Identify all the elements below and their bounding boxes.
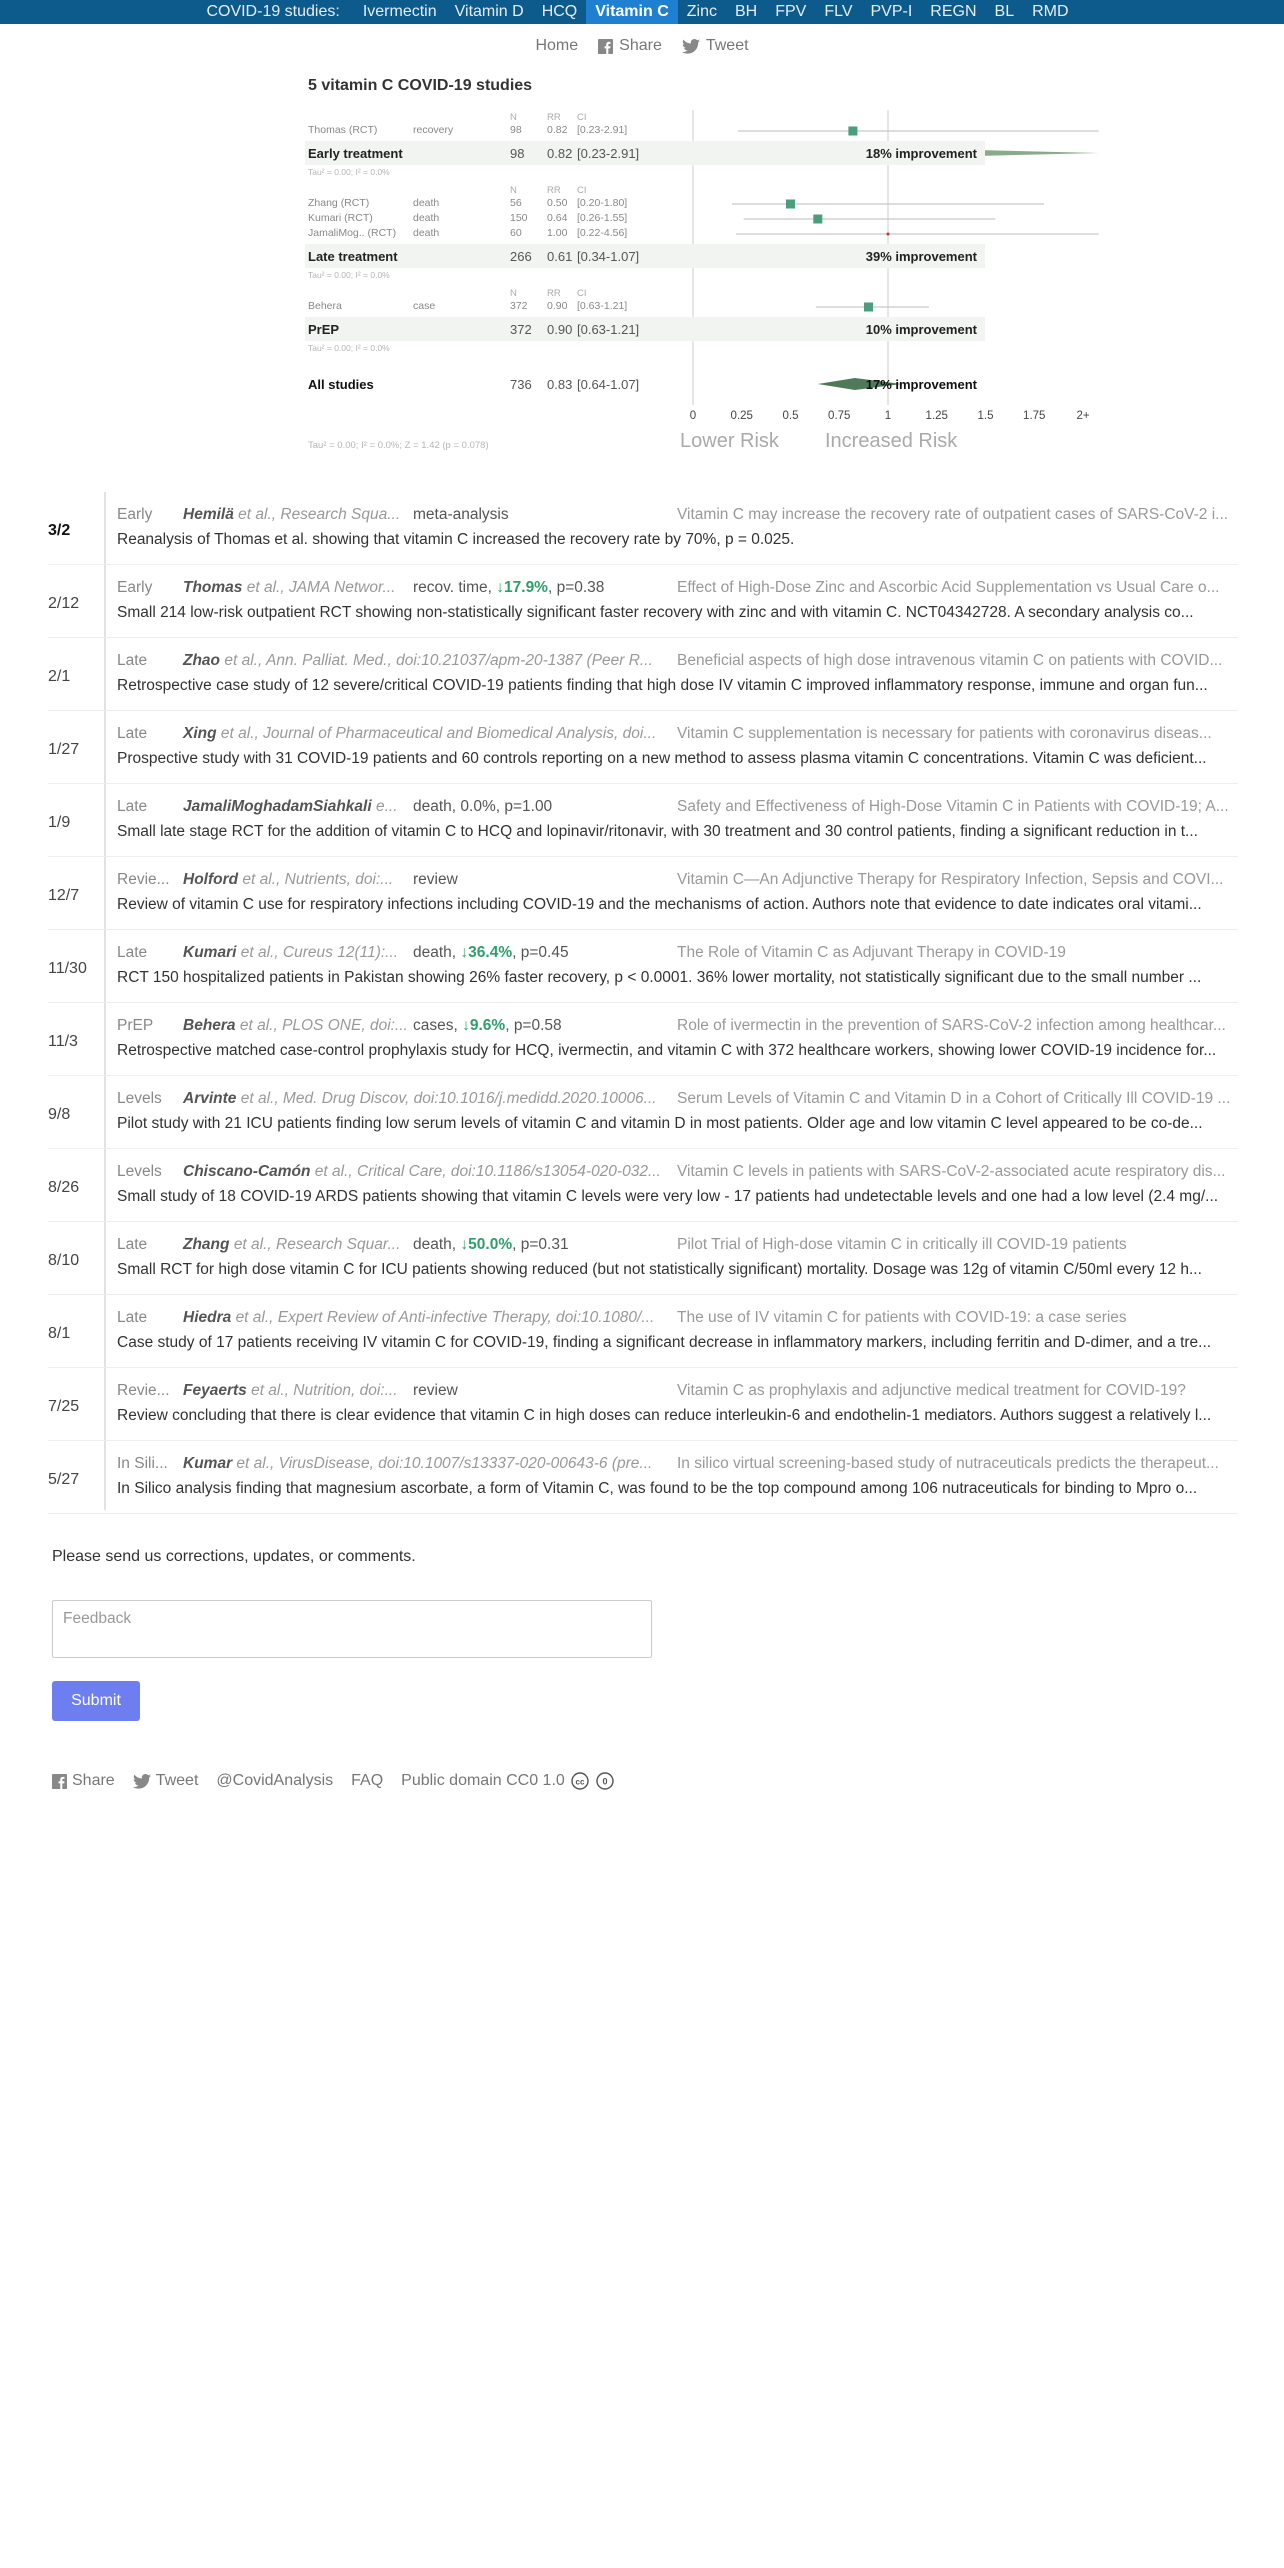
study-date: 9/8: [48, 1106, 71, 1123]
increased-risk-label: Increased Risk: [825, 430, 958, 452]
group-n: 98: [510, 146, 525, 161]
study-stage: In Sili...: [117, 1455, 168, 1472]
study-source: et al., Cureus 12(11):...: [240, 944, 399, 961]
study-title[interactable]: In silico virtual screening-based study of nutraceuticals predicts the therapeut...: [677, 1455, 1219, 1472]
footer-handle-link[interactable]: [216, 1772, 333, 1790]
study-outcome: death: [413, 212, 440, 224]
study-result-text: recov. time,: [413, 579, 497, 596]
plot-title: 5 vitamin C COVID-19 studies: [308, 77, 533, 94]
study-stage: Late: [117, 798, 148, 815]
study-list-item[interactable]: [48, 1003, 1238, 1076]
study-header: [117, 506, 1237, 526]
study-stage: Levels: [117, 1163, 162, 1180]
footer-tweet-label: Tweet: [155, 1772, 199, 1789]
group-n: 372: [510, 322, 532, 337]
study-stage: Revie...: [117, 1382, 170, 1399]
group-improvement: 10% improvement: [865, 322, 977, 337]
study-source: e...: [375, 798, 398, 815]
all-studies-rr: 0.83: [547, 377, 573, 392]
all-studies-ci: [0.64-1.07]: [577, 377, 640, 392]
study-citation[interactable]: [183, 1455, 653, 1473]
study-title[interactable]: Vitamin C levels in patients with SARS-CoV-2-associated acute respiratory dis...: [677, 1163, 1226, 1180]
nav-item-bh[interactable]: BH: [734, 3, 758, 20]
study-name: JamaliMog.. (RCT): [308, 227, 397, 239]
study-result-text: cases,: [413, 1017, 463, 1034]
study-result: [413, 1382, 663, 1400]
study-source: et al., Research Squa...: [238, 506, 401, 523]
study-result-text: meta-analysis: [413, 506, 509, 523]
group-ci: [0.23-2.91]: [577, 146, 640, 161]
study-summary: Pilot study with 21 ICU patients finding low serum levels of vitamin C and vitamin D in most patients. Older age and low vitamin C level appeared to be co-de...: [117, 1115, 1203, 1132]
study-header: [117, 725, 1237, 745]
study-point: [848, 127, 857, 136]
facebook-icon: [598, 39, 613, 54]
all-studies-name: All studies: [308, 377, 374, 392]
study-source: et al., Nutrients, doi:...: [242, 871, 394, 888]
study-citation[interactable]: [183, 1236, 403, 1254]
study-list: [48, 492, 1238, 1514]
study-result-pct: ↓17.9%: [496, 579, 548, 596]
study-citation[interactable]: [183, 506, 403, 524]
study-n: 98: [510, 124, 522, 136]
study-result: [413, 871, 663, 889]
study-summary: Prospective study with 31 COVID-19 patients and 60 controls reporting on a new method to assess plasma vitamin C concentrations. Vitamin C was deficient...: [117, 750, 1207, 767]
footer-faq-link[interactable]: [351, 1772, 383, 1790]
nav-item-pvp-i[interactable]: PVP-I: [870, 3, 913, 20]
study-date: 8/1: [48, 1325, 71, 1342]
study-summary: Retrospective case study of 12 severe/critical COVID-19 patients finding that high dose IV vitamin C improved inflammatory response, immune and organ fun...: [117, 677, 1208, 694]
tweet-link[interactable]: [682, 37, 749, 55]
col-header-rr: RR: [547, 112, 561, 123]
study-author: Thomas: [183, 579, 243, 596]
study-header: [117, 944, 1237, 964]
footer-share-link[interactable]: [52, 1772, 115, 1790]
study-ci: [0.63-1.21]: [577, 300, 628, 312]
group-rr: 0.82: [547, 146, 573, 161]
col-header-n: N: [510, 112, 517, 123]
study-list-item[interactable]: [48, 711, 1238, 784]
group-n: 266: [510, 249, 532, 264]
all-studies-improvement: 17% improvement: [865, 377, 977, 392]
study-name: Kumari (RCT): [308, 212, 373, 224]
study-list-item[interactable]: [48, 1222, 1238, 1295]
study-list-item[interactable]: [48, 1076, 1238, 1149]
study-citation[interactable]: [183, 1382, 403, 1400]
group-ci: [0.63-1.21]: [577, 322, 640, 337]
col-header-rr: RR: [547, 185, 561, 196]
group-name: PrEP: [308, 322, 340, 337]
study-stage: Late: [117, 652, 148, 669]
study-stage: Late: [117, 725, 148, 742]
study-citation[interactable]: [183, 725, 657, 743]
study-date: 2/12: [48, 595, 80, 612]
study-name: Behera: [308, 300, 342, 312]
study-source: et al., JAMA Networ...: [246, 579, 396, 596]
study-result-pct: ↓50.0%: [460, 1236, 513, 1253]
footer-share-label: Share: [72, 1772, 115, 1789]
svg-text:0: 0: [602, 1776, 608, 1787]
col-header-n: N: [510, 288, 517, 299]
study-date: 11/30: [48, 960, 87, 977]
study-point: [864, 303, 873, 312]
group-summary-row: [305, 317, 985, 341]
study-ci: [0.23-2.91]: [577, 124, 628, 136]
submit-button-label: Submit: [71, 1692, 121, 1709]
study-list-item[interactable]: [48, 1368, 1238, 1441]
study-summary: RCT 150 hospitalized patients in Pakistan showing 26% faster recovery, p < 0.0001. 36% lower mortality, not statistically significant due to the small number ...: [117, 969, 1202, 986]
cc-icon: [571, 1772, 589, 1790]
study-outcome: case: [413, 300, 436, 312]
study-source: et al., Nutrition, doi:...: [251, 1382, 398, 1399]
study-result-text: death,: [413, 944, 461, 961]
twitter-icon: [133, 1774, 151, 1789]
group-summary-row: [305, 141, 985, 165]
study-rr: 0.50: [547, 197, 568, 209]
study-list-item[interactable]: [48, 857, 1238, 930]
group-name: Early treatment: [308, 146, 403, 161]
study-summary: In Silico analysis finding that magnesium ascorbate, a form of Vitamin C, was found to be the top compound among 106 nutraceuticals for binding to Mpro o...: [117, 1480, 1198, 1497]
all-studies-n: 736: [510, 377, 532, 392]
share-link[interactable]: [598, 37, 662, 55]
study-list-item[interactable]: [48, 930, 1238, 1003]
study-title[interactable]: Vitamin C supplementation is necessary for patients with coronavirus diseas...: [677, 725, 1212, 742]
study-author: Hemilä: [183, 506, 234, 523]
study-header: [117, 1017, 1237, 1037]
home-link-label: Home: [535, 37, 579, 54]
footer-tweet-link[interactable]: [133, 1772, 199, 1790]
nav-item-ivermectin[interactable]: Ivermectin: [362, 3, 437, 20]
footer-faq-label: FAQ: [351, 1772, 384, 1789]
study-author: Zhao: [183, 652, 221, 669]
study-author: Xing: [183, 725, 217, 742]
group-improvement: 18% improvement: [865, 146, 977, 161]
study-date: 7/25: [48, 1398, 80, 1415]
study-title[interactable]: Role of ivermectin in the prevention of SARS-CoV-2 infection among healthcar...: [677, 1017, 1226, 1034]
study-summary: Small late stage RCT for the addition of vitamin C to HCQ and lopinavir/ritonavir, with 30 treatment and 30 control patients, finding a significant reduction in t...: [117, 823, 1198, 840]
study-result: [413, 798, 663, 816]
study-list-item[interactable]: [48, 1295, 1238, 1368]
feedback-placeholder: Feedback: [63, 1610, 132, 1627]
study-date: 1/27: [48, 741, 80, 758]
submit-button[interactable]: [52, 1681, 140, 1721]
study-result-tail: , p=0.58: [505, 1017, 562, 1034]
study-result: [413, 1017, 663, 1035]
tweet-link-label: Tweet: [705, 37, 749, 54]
svg-text:cc: cc: [575, 1777, 585, 1787]
study-author: Kumar: [183, 1455, 233, 1472]
x-tick-label: 0.5: [782, 410, 799, 422]
study-author: Behera: [183, 1017, 236, 1034]
nav-item-fpv[interactable]: FPV: [775, 3, 807, 20]
study-n: 150: [510, 212, 528, 224]
study-title[interactable]: Vitamin C—An Adjunctive Therapy for Respiratory Infection, Sepsis and COVI...: [677, 871, 1224, 888]
study-header: [117, 1382, 1237, 1402]
study-source: et al., Journal of Pharmaceutical and Biomedical Analysis, doi...: [220, 725, 657, 742]
nav-item-vitamin-c[interactable]: Vitamin C: [586, 0, 678, 24]
study-author: Arvinte: [183, 1090, 237, 1107]
x-tick-label: 1.75: [1023, 410, 1046, 422]
group-heterogeneity: Tau² = 0.00; I² = 0.0%: [308, 270, 390, 280]
study-n: 60: [510, 227, 522, 239]
study-stage: Revie...: [117, 871, 170, 888]
top-nav: [0, 0, 1284, 24]
study-source: et al., Med. Drug Discov, doi:10.1016/j.medidd.2020.10006...: [240, 1090, 657, 1107]
group-heterogeneity: Tau² = 0.00; I² = 0.0%: [308, 343, 390, 353]
study-result: [413, 579, 663, 597]
footer-license-link[interactable]: [401, 1772, 619, 1790]
study-stage: PrEP: [117, 1017, 154, 1034]
study-list-item[interactable]: [48, 1149, 1238, 1222]
study-result-text: death,: [413, 1236, 461, 1253]
all-studies-row: [305, 372, 985, 396]
x-tick-label: 2+: [1076, 410, 1090, 422]
col-header-ci: CI: [577, 288, 587, 299]
feedback-input[interactable]: [52, 1600, 652, 1658]
study-rr: 0.64: [547, 212, 568, 224]
x-tick-label: 0.25: [730, 410, 753, 422]
study-ci: [0.22-4.56]: [577, 227, 628, 239]
study-title[interactable]: Vitamin C as prophylaxis and adjunctive medical treatment for COVID-19?: [677, 1382, 1186, 1399]
study-stage: Late: [117, 1309, 148, 1326]
twitter-icon: [682, 39, 700, 54]
x-tick-label: 1.5: [977, 410, 994, 422]
study-author: Zhang: [183, 1236, 230, 1253]
study-header: [117, 1090, 1237, 1110]
share-bar: [0, 37, 1284, 55]
study-summary: Review of vitamin C use for respiratory infections including COVID-19 and the mechanisms of action. Authors note that evidence to date indicates oral vitami...: [117, 896, 1202, 913]
study-header: [117, 652, 1237, 672]
study-author: Chiscano-Camón: [183, 1163, 311, 1180]
footer: [52, 1772, 637, 1790]
group-improvement: 39% improvement: [865, 249, 977, 264]
study-summary: Reanalysis of Thomas et al. showing that vitamin C increased the recovery rate by 70%, p = 0.025.: [117, 531, 795, 548]
group-name: Late treatment: [308, 249, 398, 264]
facebook-icon: [52, 1774, 67, 1789]
study-result-tail: , p=0.38: [547, 579, 605, 596]
study-date: 12/7: [48, 887, 80, 904]
study-point: [887, 233, 890, 236]
study-date: 8/10: [48, 1252, 80, 1269]
nav-item-vitamin-d[interactable]: Vitamin D: [454, 3, 524, 20]
study-title[interactable]: Pilot Trial of High-dose vitamin C in critically ill COVID-19 patients: [677, 1236, 1127, 1253]
nav-item-hcq[interactable]: HCQ: [541, 3, 578, 20]
study-list-item[interactable]: [48, 638, 1238, 711]
group-heterogeneity: Tau² = 0.00; I² = 0.0%: [308, 167, 390, 177]
study-citation[interactable]: [183, 1309, 655, 1327]
study-rr: 0.82: [547, 124, 568, 136]
footer-handle-label: @CovidAnalysis: [216, 1772, 334, 1789]
study-n: 56: [510, 197, 522, 209]
study-citation[interactable]: [183, 871, 403, 889]
study-title[interactable]: Safety and Effectiveness of High-Dose Vitamin C in Patients with COVID-19; A...: [677, 798, 1229, 815]
study-date: 8/26: [48, 1179, 80, 1196]
col-header-ci: CI: [577, 185, 587, 196]
study-point: [786, 200, 795, 209]
study-list-item[interactable]: [48, 1441, 1238, 1514]
study-list-item[interactable]: [48, 565, 1238, 638]
col-header-n: N: [510, 185, 517, 196]
study-stage: Levels: [117, 1090, 162, 1107]
home-link[interactable]: [535, 37, 578, 55]
study-citation[interactable]: [183, 798, 403, 816]
x-tick-label: 0: [689, 410, 697, 422]
study-rr: 0.90: [547, 300, 568, 312]
study-citation[interactable]: [183, 1017, 408, 1035]
study-date: 3/2: [48, 522, 71, 539]
col-header-rr: RR: [547, 288, 561, 299]
nav-item-bl[interactable]: BL: [994, 3, 1015, 20]
study-citation[interactable]: [183, 652, 653, 670]
study-result-text: review: [413, 1382, 458, 1399]
study-stage: Early: [117, 506, 153, 523]
study-name: Thomas (RCT): [308, 124, 378, 136]
study-result: [413, 1236, 663, 1254]
study-header: [117, 1309, 1237, 1329]
study-source: et al., Research Squar...: [233, 1236, 401, 1253]
study-summary: Small study of 18 COVID-19 ARDS patients showing that vitamin C levels were very low - 17 patients had undetectable levels and one had a low level (2.4 mg/...: [117, 1188, 1219, 1205]
study-header: [117, 579, 1237, 599]
study-source: et al., PLOS ONE, doi:...: [239, 1017, 408, 1034]
nav-item-zinc[interactable]: Zinc: [686, 3, 717, 20]
study-stage: Early: [117, 579, 153, 596]
lower-risk-label: Lower Risk: [680, 430, 779, 452]
study-stage: Late: [117, 1236, 148, 1253]
study-summary: Small 214 low-risk outpatient RCT showing non-statistically significant faster recovery with zinc and with vitamin C. NCT04342728. A secondary analysis co...: [117, 604, 1194, 621]
zero-icon: [596, 1772, 614, 1790]
study-citation[interactable]: [183, 944, 403, 962]
study-result-pct: ↓36.4%: [460, 944, 513, 961]
study-author: Hiedra: [183, 1309, 232, 1326]
study-ci: [0.20-1.80]: [577, 197, 628, 209]
study-source: et al., VirusDisease, doi:10.1007/s13337-020-00643-6 (pre...: [236, 1455, 653, 1472]
study-header: [117, 871, 1237, 891]
study-title[interactable]: Vitamin C may increase the recovery rate of outpatient cases of SARS-CoV-2 i...: [677, 506, 1229, 523]
study-date: 2/1: [48, 668, 71, 685]
study-title[interactable]: The Role of Vitamin C as Adjuvant Therapy in COVID-19: [677, 944, 1066, 961]
study-n: 372: [510, 300, 528, 312]
study-author: JamaliMoghadamSiahkali: [183, 798, 372, 815]
study-outcome: recovery: [413, 124, 454, 136]
nav-item-rmd[interactable]: RMD: [1032, 3, 1069, 20]
study-result-pct: ↓9.6%: [462, 1017, 506, 1034]
study-summary: Review concluding that there is clear evidence that vitamin C in high doses can reduce interleukin-6 and endothelin-1 mediators. Authors suggest a relatively l...: [117, 1407, 1212, 1424]
study-title[interactable]: The use of IV vitamin C for patients with COVID-19: a case series: [677, 1309, 1127, 1326]
study-date: 11/3: [48, 1033, 78, 1050]
study-result: [413, 944, 663, 962]
nav-item-regn[interactable]: REGN: [930, 3, 977, 20]
x-tick-label: 1: [884, 410, 892, 422]
study-source: et al., Ann. Palliat. Med., doi:10.21037/apm-20-1387 (Peer R...: [224, 652, 653, 669]
study-title[interactable]: Effect of High-Dose Zinc and Ascorbic Acid Supplementation vs Usual Care o...: [677, 579, 1220, 596]
nav-items: [354, 0, 1078, 24]
study-author: Feyaerts: [183, 1382, 247, 1399]
group-rr: 0.61: [547, 249, 573, 264]
study-author: Holford: [183, 871, 239, 888]
study-point: [813, 215, 822, 224]
study-title[interactable]: Beneficial aspects of high dose intravenous vitamin C on patients with COVID...: [677, 652, 1223, 669]
study-result: [413, 506, 663, 524]
study-header: [117, 1236, 1237, 1256]
study-outcome: death: [413, 227, 440, 239]
col-header-ci: CI: [577, 112, 587, 123]
study-summary: Case study of 17 patients receiving IV vitamin C for COVID-19, finding a significant decrease in inflammatory markers, including ferritin and D-dimer, and a tre...: [117, 1334, 1212, 1351]
study-citation[interactable]: [183, 579, 403, 597]
study-title[interactable]: Serum Levels of Vitamin C and Vitamin D in a Cohort of Critically Ill COVID-19 ...: [677, 1090, 1231, 1107]
corrections-text: Please send us corrections, updates, or comments.: [52, 1548, 416, 1565]
study-citation[interactable]: [183, 1163, 661, 1181]
study-result-text: review: [413, 871, 458, 888]
study-list-item[interactable]: [48, 784, 1238, 857]
plot-footer-stats: Tau² = 0.00; I² = 0.0%; Z = 1.42 (p = 0.078): [308, 440, 489, 451]
study-result-text: death, 0.0%, p=1.00: [413, 798, 553, 815]
share-link-label: Share: [619, 37, 662, 54]
study-author: Kumari: [183, 944, 237, 961]
study-date: 5/27: [48, 1471, 80, 1488]
study-header: [117, 1163, 1237, 1183]
x-tick-label: 0.75: [828, 410, 851, 422]
study-ci: [0.26-1.55]: [577, 212, 628, 224]
study-name: Zhang (RCT): [308, 197, 370, 209]
study-list-item[interactable]: [48, 492, 1238, 565]
footer-license-label: Public domain CC0 1.0: [401, 1772, 565, 1789]
study-result-tail: , p=0.45: [512, 944, 569, 961]
forest-plot: [305, 72, 1090, 462]
study-outcome: death: [413, 197, 440, 209]
study-source: et al., Critical Care, doi:10.1186/s13054-020-032...: [314, 1163, 661, 1180]
study-summary: Retrospective matched case-control prophylaxis study for HCQ, ivermectin, and vitamin C with 372 healthcare workers, showing lower COVID-19 incidence for...: [117, 1042, 1217, 1059]
study-header: [117, 798, 1237, 818]
group-ci: [0.34-1.07]: [577, 249, 640, 264]
nav-item-flv[interactable]: FLV: [824, 3, 853, 20]
group-summary-row: [305, 244, 985, 268]
study-rr: 1.00: [547, 227, 568, 239]
study-date: 1/9: [48, 814, 71, 831]
study-summary: Small RCT for high dose vitamin C for ICU patients showing reduced (but not statistically significant) mortality. Dosage was 12g of vitamin C/50ml every 12 h...: [117, 1261, 1202, 1278]
nav-label: COVID-19 studies:: [206, 3, 340, 20]
study-source: et al., Expert Review of Anti-infective Therapy, doi:10.1080/...: [235, 1309, 655, 1326]
study-result-tail: , p=0.31: [512, 1236, 569, 1253]
group-rr: 0.90: [547, 322, 573, 337]
x-tick-label: 1.25: [925, 410, 948, 422]
study-stage: Late: [117, 944, 148, 961]
study-header: [117, 1455, 1237, 1475]
study-citation[interactable]: [183, 1090, 657, 1108]
